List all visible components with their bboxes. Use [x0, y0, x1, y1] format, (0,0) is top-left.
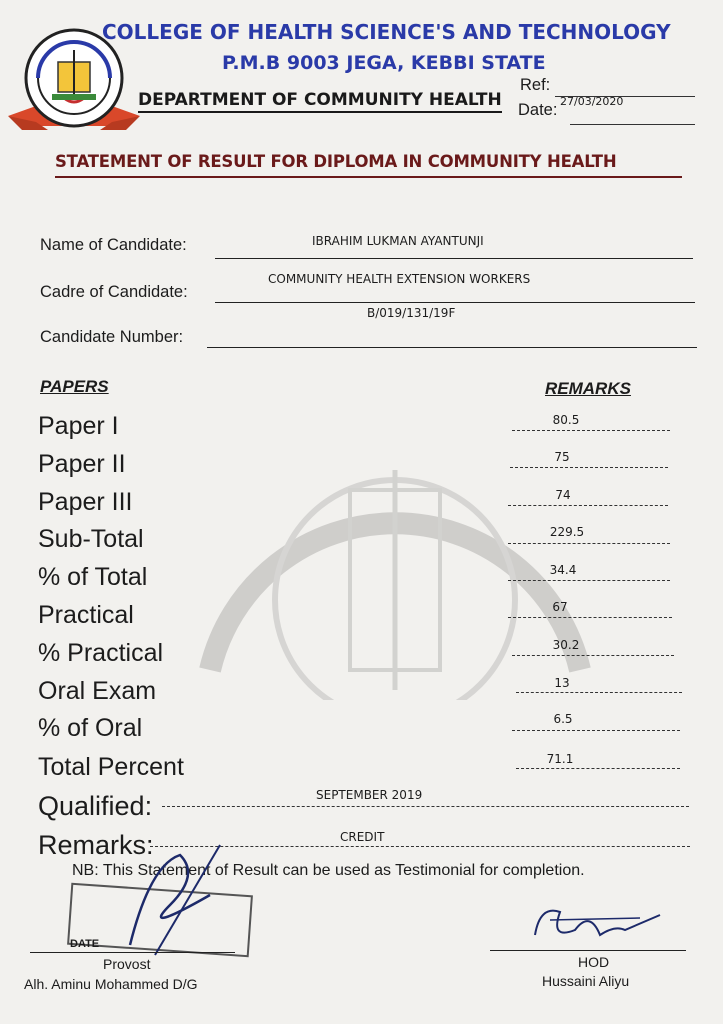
row-label: Paper III — [38, 488, 133, 516]
candidate-name-value: IBRAHIM LUKMAN AYANTUNJI — [312, 234, 484, 248]
row-dash — [512, 730, 680, 731]
row-label: Paper I — [38, 412, 119, 440]
provost-line — [30, 952, 235, 953]
row-dash — [516, 692, 682, 693]
row-dash — [508, 617, 672, 618]
row-label: % of Oral — [38, 714, 143, 742]
row-value: 229.5 — [549, 525, 585, 539]
row-dash — [510, 467, 668, 468]
candidate-number-line — [207, 347, 697, 348]
qualified-value: SEPTEMBER 2019 — [316, 788, 423, 802]
provost-title: Provost — [103, 956, 151, 972]
remarks-heading: REMARKS — [545, 379, 631, 398]
row-value: 80.5 — [552, 413, 580, 427]
row-label: Total Percent — [38, 753, 184, 781]
date-line — [570, 124, 695, 125]
row-label: Sub-Total — [38, 525, 144, 553]
date-label: Date: — [518, 101, 558, 119]
hod-signature-icon — [520, 900, 670, 950]
statement-title: STATEMENT OF RESULT FOR DIPLOMA IN COMMUNITY HEALTH — [55, 152, 617, 171]
college-address: P.M.B 9003 JEGA, KEBBI STATE — [222, 52, 546, 74]
row-value: 74 — [555, 488, 571, 502]
row-dash — [516, 768, 680, 769]
cadre-value: COMMUNITY HEALTH EXTENSION WORKERS — [268, 272, 531, 286]
qualified-label: Qualified: — [38, 791, 153, 821]
row-value: 34.4 — [549, 563, 577, 577]
ref-label: Ref: — [520, 76, 551, 94]
candidate-name-line — [215, 258, 693, 259]
papers-heading: PAPERS — [40, 377, 109, 396]
row-dash — [508, 543, 670, 544]
cadre-line — [215, 302, 695, 303]
date-value: 27/03/2020 — [560, 95, 624, 108]
qualified-dash — [162, 806, 689, 807]
row-value: 71.1 — [546, 752, 574, 766]
stamp-date-label: DATE — [70, 938, 100, 950]
row-label: Practical — [38, 601, 134, 629]
remarks-value: CREDIT — [340, 830, 385, 844]
row-value: 67 — [552, 600, 568, 614]
row-dash — [508, 580, 670, 581]
hod-title: HOD — [578, 954, 610, 970]
row-dash — [508, 505, 668, 506]
testimonial-note: NB: This Statement of Result can be used as Testimonial for completion. — [72, 862, 585, 879]
cadre-label: Cadre of Candidate: — [40, 283, 188, 301]
row-value: 13 — [554, 676, 570, 690]
candidate-name-label: Name of Candidate: — [40, 236, 187, 254]
row-value: 75 — [554, 450, 570, 464]
college-name: COLLEGE OF HEALTH SCIENCE'S AND TECHNOLOGY — [102, 20, 671, 44]
remarks-label: Remarks: — [38, 830, 154, 860]
hod-name: Hussaini Aliyu — [542, 973, 630, 989]
row-value: 30.2 — [552, 638, 580, 652]
hod-line — [490, 950, 686, 951]
row-dash — [512, 430, 670, 431]
row-label: % of Total — [38, 563, 148, 591]
provost-stamp-signature-icon — [60, 835, 260, 975]
candidate-number-label: Candidate Number: — [40, 328, 184, 346]
row-value: 6.5 — [553, 712, 573, 726]
row-label: % Practical — [38, 639, 164, 667]
provost-name: Alh. Aminu Mohammed D/G — [24, 976, 198, 992]
row-label: Paper II — [38, 450, 126, 478]
title-underline — [55, 176, 682, 178]
department-name: DEPARTMENT OF COMMUNITY HEALTH — [138, 90, 502, 113]
candidate-number-value: B/019/131/19F — [367, 306, 456, 320]
row-dash — [512, 655, 674, 656]
row-label: Oral Exam — [38, 677, 157, 705]
